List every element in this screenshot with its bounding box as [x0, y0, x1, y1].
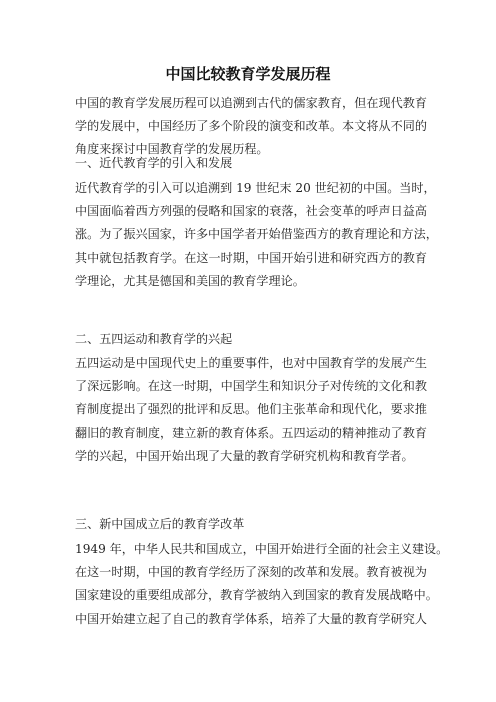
section-2-paragraph [75, 352, 427, 468]
section-heading-3: 三、新中国成立后的教育学改革 [75, 517, 245, 531]
section-heading-1: 一、近代教育学的引入和发展 [75, 156, 233, 170]
paragraph-line: 学的兴起，中国开始出现了大量的教育学研究机构和教育学者。 [75, 448, 414, 463]
paragraph-line: 其中就包括教育学。在这一时期，中国开始引进和研究西方的教育 [75, 250, 427, 265]
paragraph-line: 学的发展中，中国经历了多个阶段的演变和改革。本文将从不同的 [75, 119, 427, 134]
document-title: 中国比较教育学发展历程 [165, 65, 331, 83]
paragraph-line: 了深远影响。在这一时期，中国学生和知识分子对传统的文化和教 [75, 379, 427, 394]
paragraph-line: 育制度提出了强烈的批评和反思。他们主张革命和现代化，要求推 [75, 402, 427, 417]
paragraph-line: 中国面临着西方列强的侵略和国家的衰落，社会变革的呼声日益高 [75, 204, 427, 219]
paragraph-line: 1949 年，中华人民共和国成立，中国开始进行全面的社会主义建设。 [75, 542, 449, 556]
section-3-paragraph [75, 538, 449, 631]
paragraph-line: 角度来探讨中国教育学的发展历程。 [75, 142, 269, 157]
intro-paragraph [75, 92, 427, 162]
section-heading-2: 二、五四运动和教育学的兴起 [75, 332, 233, 346]
section-1-paragraph [75, 177, 438, 293]
paragraph-line: 在这一时期，中国的教育学经历了深刻的改革和发展。教育被视为 [75, 565, 427, 580]
paragraph-line: 近代教育学的引入可以追溯到 19 世纪末 20 世纪初的中国。当时， [75, 181, 436, 195]
paragraph-line: 国家建设的重要组成部分，教育学被纳入到国家的教育发展战略中。 [75, 588, 438, 603]
paragraph-line: 涨。为了振兴国家，许多中国学者开始借鉴西方的教育理论和方法， [75, 227, 438, 242]
paragraph-line: 中国的教育学发展历程可以追溯到古代的儒家教育，但在现代教育 [75, 96, 427, 110]
paragraph-line: 翻旧的教育制度，建立新的教育体系。五四运动的精神推动了教育 [75, 425, 427, 440]
paragraph-line: 学理论，尤其是德国和美国的教育学理论。 [75, 273, 305, 288]
paragraph-line: 五四运动是中国现代史上的重要事件，也对中国教育学的发展产生 [75, 356, 427, 370]
paragraph-line: 中国开始建立起了自己的教育学体系，培养了大量的教育学研究人 [75, 611, 427, 626]
